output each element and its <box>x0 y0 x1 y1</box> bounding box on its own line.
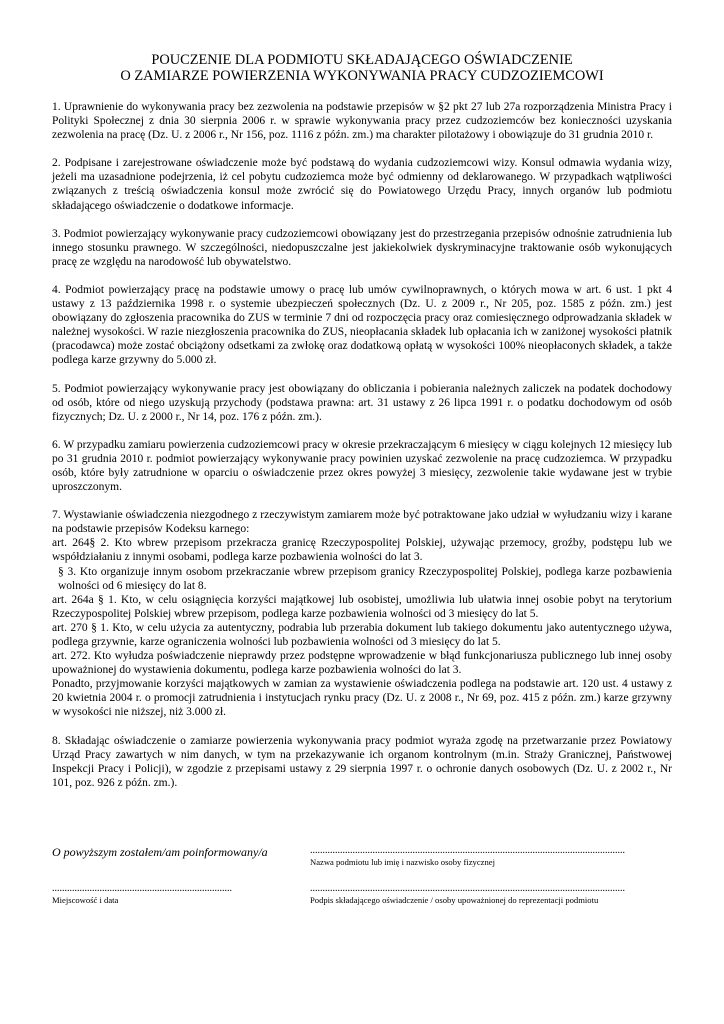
section-4 <box>52 283 672 368</box>
section-7-paragraph: art. 264a § 1. Kto, w celu osiągnięcia korzyści majątkowej lub osobistej, umożliwia lub ułatwia innej osobie pobyt na terytorium Rzeczypospolitej Polskiej wbrew przepisom, podlega karze pozbawienia wolności od 3 miesięcy do lat 5. <box>52 593 672 620</box>
section-8 <box>52 734 672 790</box>
signature-row-1 <box>52 845 672 883</box>
section-6-paragraph: 6. W przypadku zamiaru powierzenia cudzoziemcowi pracy w okresie przekraczającym 6 miesięcy w ciągu kolejnych 12 miesięcy lub po 31 grudnia 2010 r. podmiot powierzający wykonywanie pracy powinien uzyskać zezwolenie na pracę cudzoziemca. W przypadku osób, które były zatrudnione w oparciu o oświadczenie przez okres powyżej 3 miesięcy, zezwolenie takie wydawane jest w trybie uproszczonym. <box>52 438 672 494</box>
section-5 <box>52 382 672 424</box>
section-7-paragraph: art. 264§ 2. Kto wbrew przepisom przekracza granicę Rzeczypospolitej Polskiej, używając przemocy, groźby, podstępu lub we współdziałaniu z innymi osobami, podlega karze pozbawienia wolności do lat 3. <box>52 537 672 564</box>
title-line-2: O ZAMIARZE POWIERZENIA WYKONYWANIA PRACY CUDZOZIEMCOWI <box>120 68 604 84</box>
sign-dotted-line: .............................................................................................................................. <box>310 883 625 894</box>
title-line-1: POUCZENIE DLA PODMIOTU SKŁADAJĄCEGO OŚWIADCZENIE <box>151 52 573 68</box>
section-3 <box>52 227 672 269</box>
section-7 <box>52 508 672 719</box>
sign-caption: Podpis składającego oświadczenie / osoby upoważnionej do reprezentacji podmiotu <box>310 895 599 905</box>
place-dotted-line: ........................................................................ <box>52 883 232 894</box>
document-title <box>52 52 672 84</box>
section-8-paragraph: 8. Składając oświadczenie o zamiarze powierzenia wykonywania pracy podmiot wyraża zgodę na przetwarzanie przez Powiatowy Urząd Pracy zawartych w nim danych, w tym na przekazywanie ich organom kontrolnym (m.in. Straży Granicznej, Państwowej Inspekcji Pracy i Policji), w zgodzie z przepisami ustawy z 29 sierpnia 1997 r. o ochronie danych osobowych (Dz. U. z 2002 r., Nr 101, poz. 926 z późn. zm.). <box>52 734 672 789</box>
section-5-paragraph: 5. Podmiot powierzający wykonywanie pracy jest obowiązany do obliczania i pobierania należnych zaliczek na podatek dochodowy od osób, które od niego uzyskują przychody (podstawa prawna: art. 31 ustawy z 26 lipca 1991 r. o podatku dochodowym od osób fizycznych; Dz. U. z 2000 r., Nr 14, poz. 176 z późn. zm.). <box>52 382 672 423</box>
signature-row-2 <box>52 883 672 921</box>
section-7-paragraph: art. 270 § 1. Kto, w celu użycia za autentyczny, podrabia lub przerabia dokument lub takiego dokumentu jako autentycznego używa, podlega grzywnie, karze ograniczenia wolności lub pozbawienia wolności od 3 miesięcy do lat 5. <box>52 621 672 648</box>
document-page <box>52 52 672 804</box>
section-7-paragraph: Ponadto, przyjmowanie korzyści majątkowych w zamian za wystawienie oświadczenia podlega na podstawie art. 120 ust. 4 ustawy z 20 kwietnia 2004 r. o promocji zatrudnienia i instytucjach rynku pracy (Dz. U. z 2008 r., Nr 69, poz. 415 z późn. zm.) karze grzywny w wysokości nie niższej, niż 3.000 zł. <box>52 678 672 719</box>
section-3-paragraph: 3. Podmiot powierzający wykonywanie pracy cudzoziemcowi obowiązany jest do przestrzegania przepisów odnośnie zatrudnienia lub innego stosunku prawnego. W szczególności, niedopuszczalne jest jakiekolwiek dyskryminacyjne traktowanie osób wykonujących pracę ze względu na narodowość lub obywatelstwo. <box>52 227 672 268</box>
section-7-paragraph: 7. Wystawianie oświadczenia niezgodnego z rzeczywistym zamiarem może być potraktowane jako udział w wyłudzaniu wizy i karane na podstawie przepisów Kodeksu karnego: <box>52 509 672 536</box>
section-4-paragraph: 4. Podmiot powierzający pracę na podstawie umowy o pracę lub umów cywilnoprawnych, o których mowa w art. 6 ust. 1 pkt 4 ustawy z 13 października 1998 r. o systemie ubezpieczeń społecznych (Dz. U. z 2009 r., Nr 205, poz. 1585 z późn. zm.) jest obowiązany do zgłoszenia pracownika do ZUS w terminie 7 dni od rozpoczęcia pracy oraz comiesięcznego odprowadzania składek w należnej wysokości. W razie niezgłoszenia pracownika do ZUS, nieopłacania składek lub opłacania ich w zaniżonej wysokości płatnik (pracodawca) może zostać obciążony odsetkami za zwłokę oraz dodatkową opłatą w wysokości 100% nieopłaconych składek, a także podlega karze grzywny do 5.000 zł. <box>52 283 672 367</box>
section-1-paragraph: 1. Uprawnienie do wykonywania pracy bez zezwolenia na podstawie przepisów w §2 pkt 27 lub 27a rozporządzenia Ministra Pracy i Polityki Społecznej z dnia 30 sierpnia 2006 r. w sprawie wykonywania pracy przez cudzoziemców bez konieczności uzyskania zezwolenia na pracę (Dz. U. z 2006 r., Nr 156, poz. 1116 z późn. zm.) ma charakter pilotażowy i obowiązuje do 31 grudnia 2010 r. <box>52 101 672 142</box>
section-7-paragraph: § 3. Kto organizuje innym osobom przekraczanie wbrew przepisom granicy Rzeczypospolitej Polskiej, podlega karze pozbawienia wolności od 6 miesięcy do lat 8. <box>58 565 672 592</box>
name-dotted-line: .............................................................................................................................. <box>310 845 625 856</box>
informed-label: O powyższym zostałem/am poinformowany/a <box>52 845 268 859</box>
signature-area <box>52 845 672 921</box>
section-1 <box>52 100 672 142</box>
section-2 <box>52 156 672 212</box>
section-7-paragraph: art. 272. Kto wyłudza poświadczenie nieprawdy przez podstępne wprowadzenie w błąd funkcjonariusza publicznego lub innej osoby upoważnionej do wystawienia dokumentu, podlega karze pozbawienia wolności do lat 3. <box>52 650 672 677</box>
section-6 <box>52 438 672 494</box>
name-caption: Nazwa podmiotu lub imię i nazwisko osoby fizycznej <box>310 857 495 867</box>
place-caption: Miejscowość i data <box>52 895 119 905</box>
section-2-paragraph: 2. Podpisane i zarejestrowane oświadczenie może być podstawą do wydania cudzoziemcowi wizy. Konsul odmawia wydania wizy, jeżeli ma uzasadnione podejrzenia, iż cel pobytu cudzoziemca może być odmienny od deklarowanego. W przypadkach wątpliwości związanych z treścią oświadczenia konsul może zwrócić się do Powiatowego Urzędu Pracy, innych organów lub podmiotu składającego oświadczenie o dodatkowe informacje. <box>52 157 672 212</box>
instruction-sections <box>52 100 672 790</box>
